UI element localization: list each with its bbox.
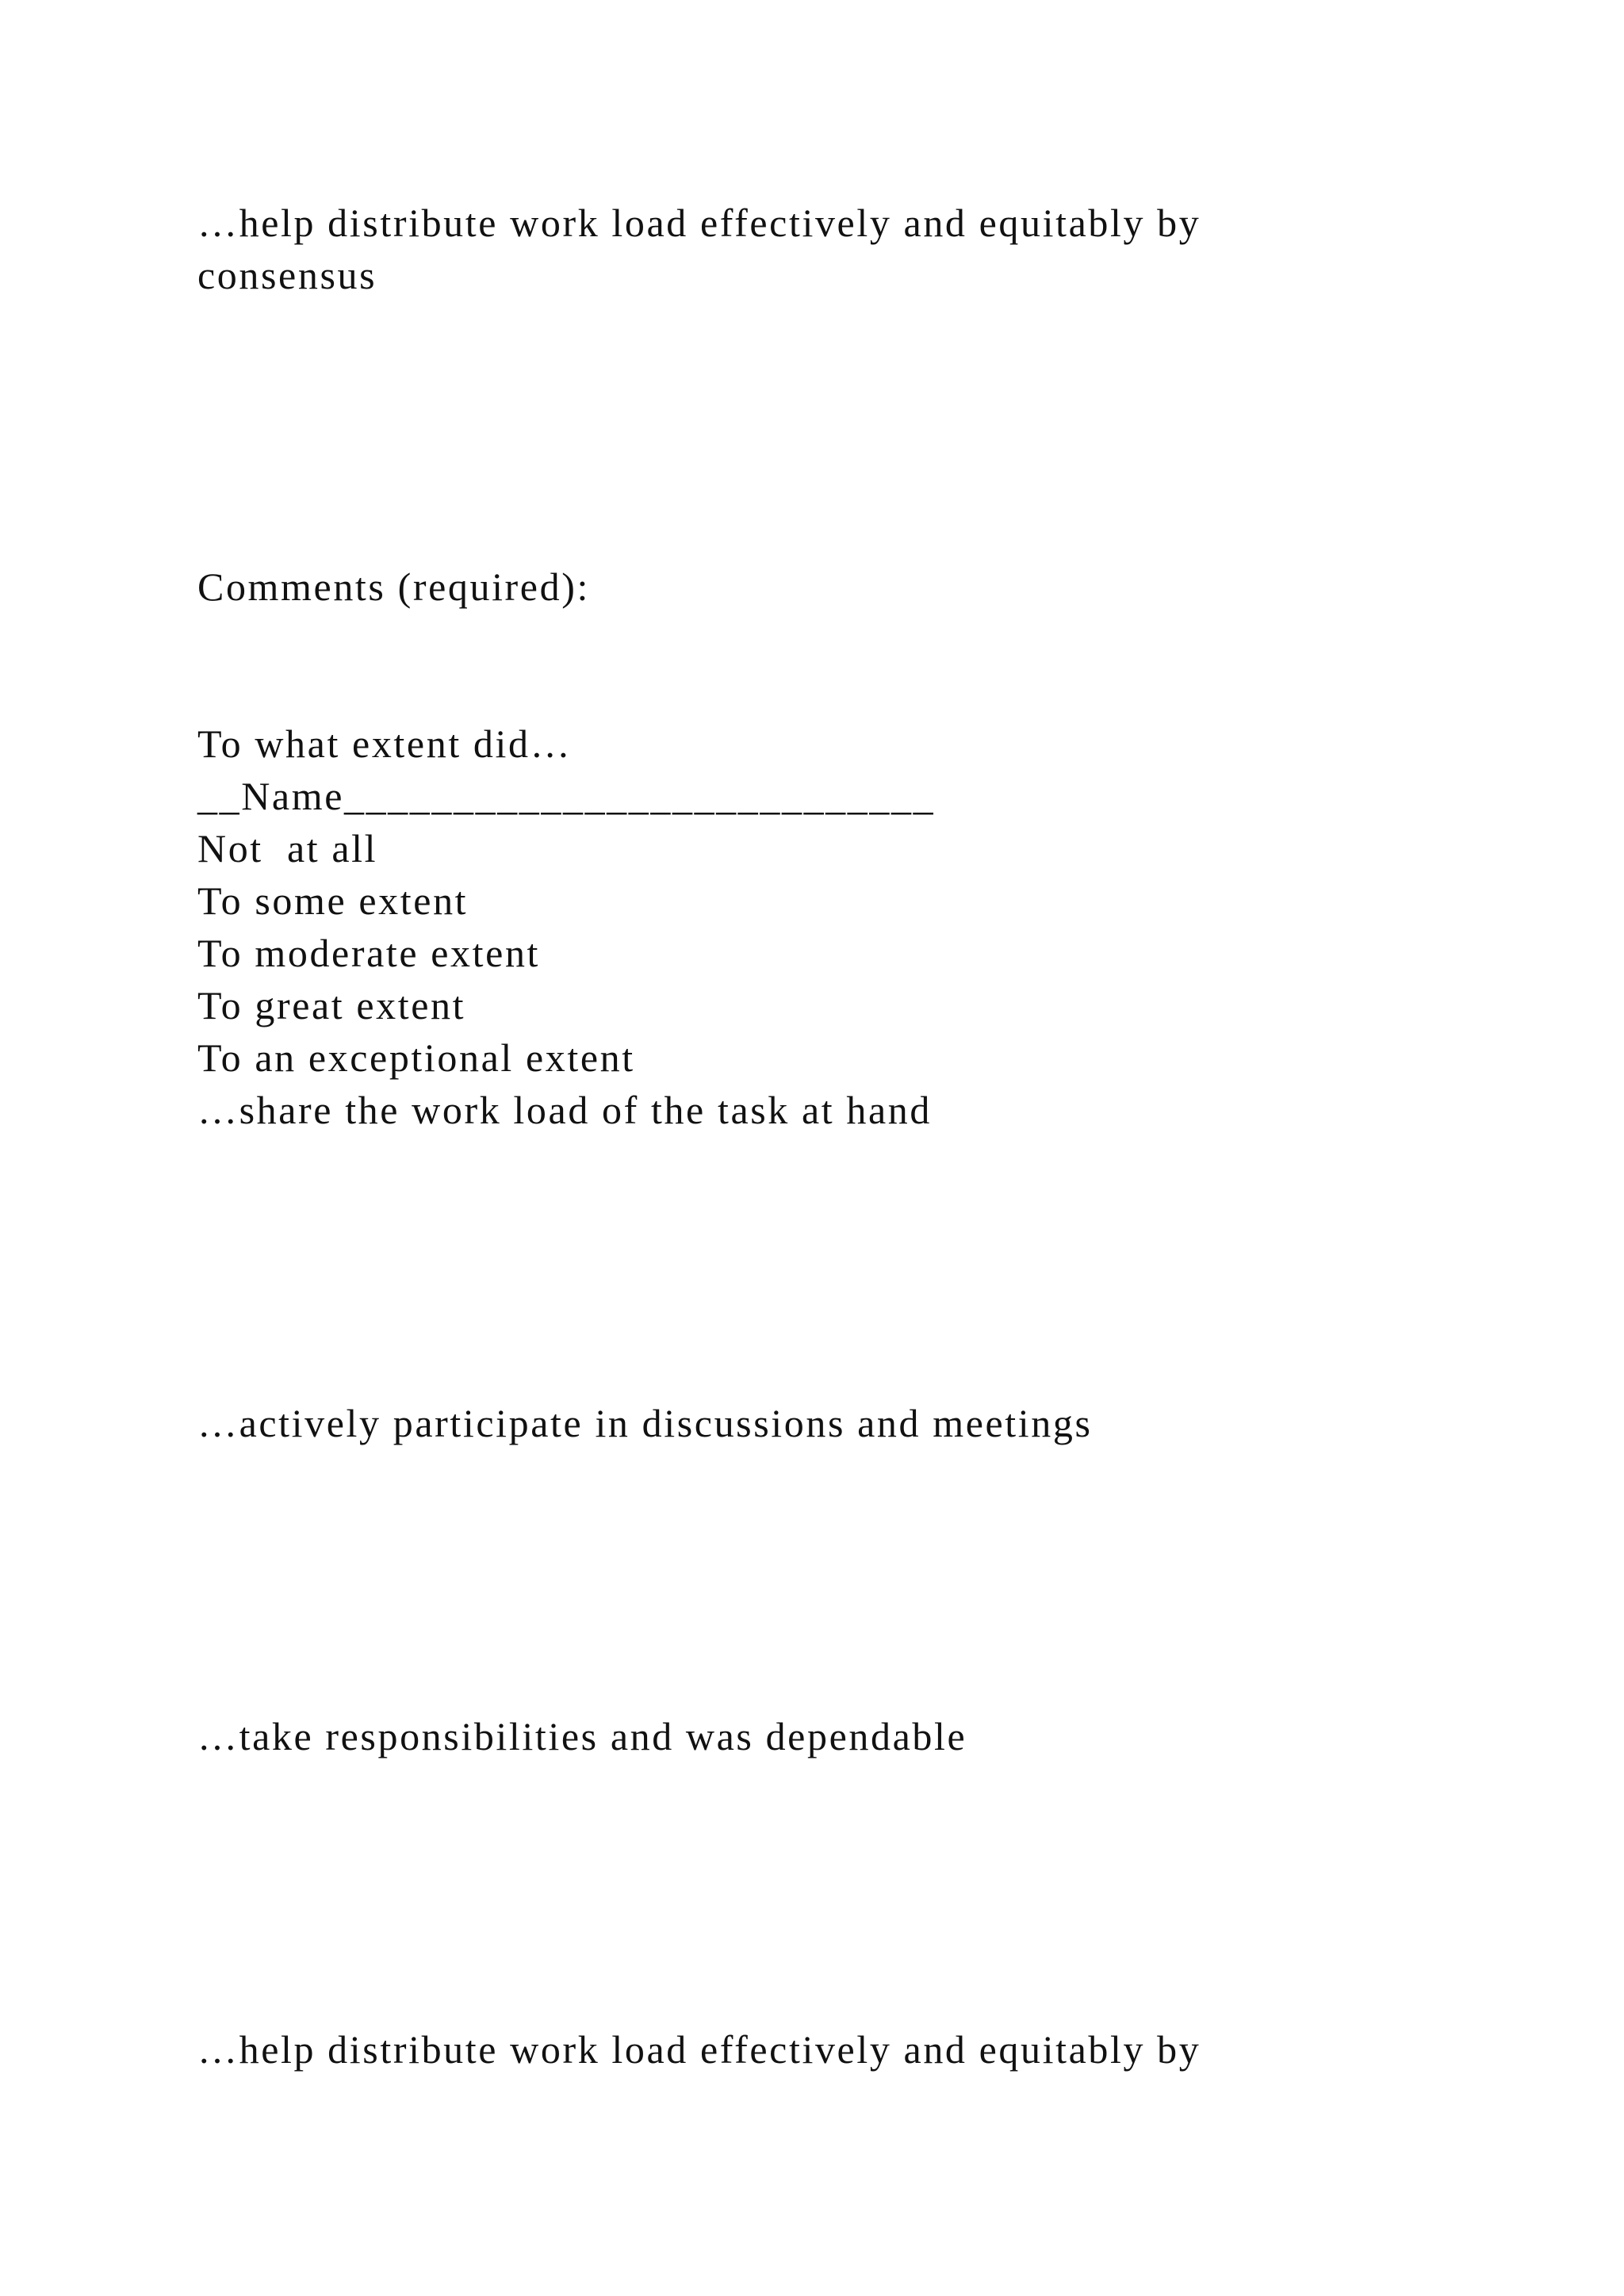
comments-label: Comments (required): [197, 564, 590, 609]
criterion-actively-participate: …actively participate in discussions and meetings [197, 1401, 1093, 1445]
scale-option-exceptional-extent: To an exceptional extent [197, 1035, 635, 1080]
criterion-take-responsibilities: …take responsibilities and was dependable [197, 1714, 967, 1758]
scale-option-great-extent: To great extent [197, 983, 466, 1027]
criterion-distribute-work-line-1: …help distribute work load effectively and equitably by [197, 201, 1201, 245]
question-prompt: To what extent did… [197, 721, 573, 766]
scale-option-some-extent: To some extent [197, 878, 469, 923]
criterion-distribute-work-repeat: …help distribute work load effectively and equitably by [197, 2027, 1201, 2072]
scale-option-moderate-extent: To moderate extent [197, 931, 541, 975]
criterion-distribute-work-line-2: consensus [197, 253, 377, 297]
criterion-share-work-load: …share the work load of the task at hand [197, 1088, 932, 1132]
name-field-line: __Name___________________________ [197, 774, 936, 818]
scale-option-not-at-all: Not at all [197, 826, 378, 871]
